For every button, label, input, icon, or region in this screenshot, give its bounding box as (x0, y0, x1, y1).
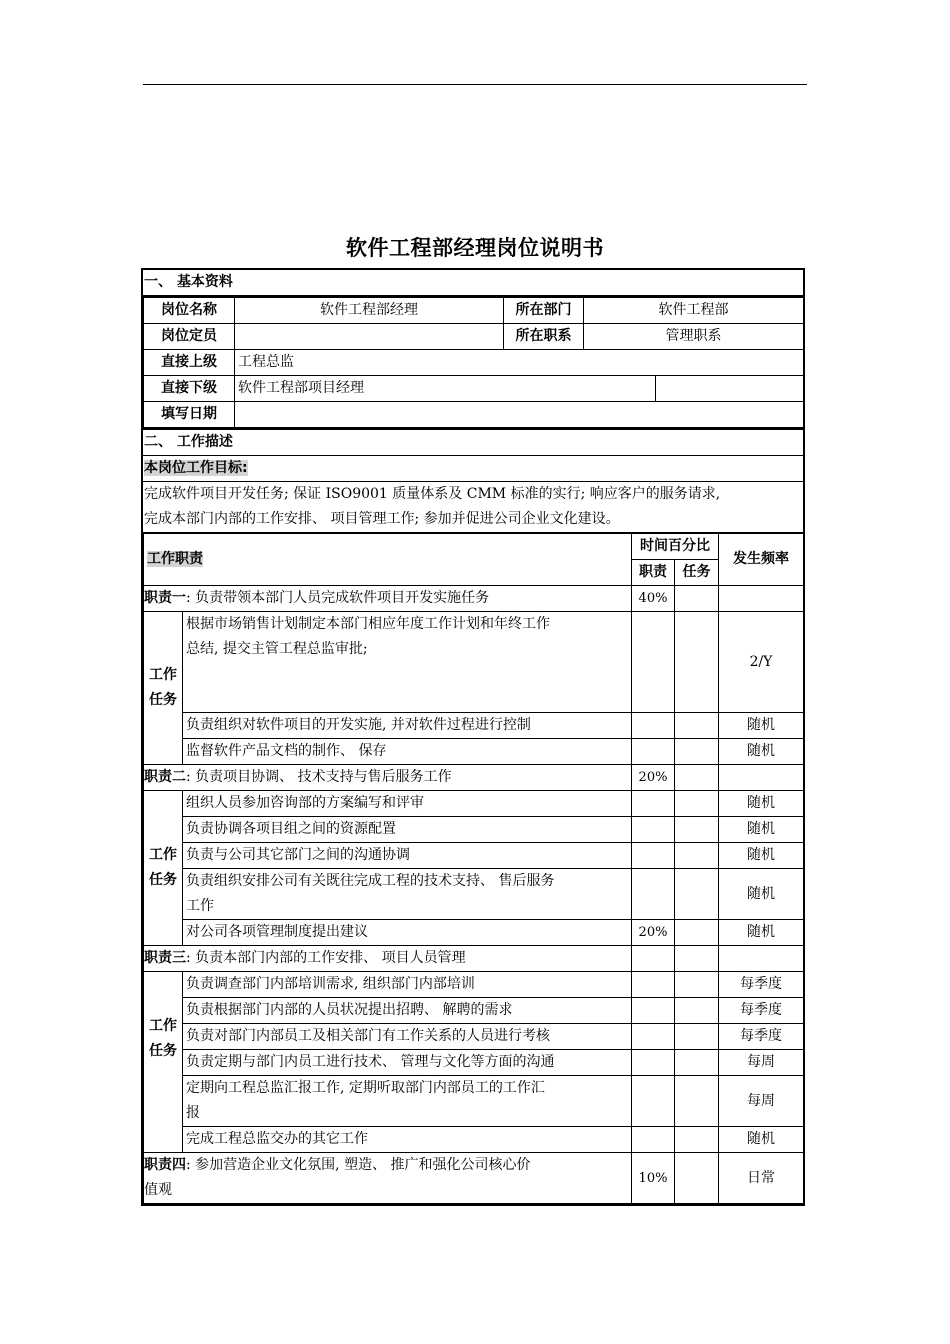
document-title: 软件工程部经理岗位说明书 (346, 236, 604, 260)
time-duty-header: 职责 (632, 560, 675, 586)
duty-1-row (144, 586, 804, 612)
task-duty-pct (632, 869, 675, 920)
value-position-name: 软件工程部经理 (235, 298, 504, 324)
duty-4-task-pct (675, 1153, 719, 1204)
task-pct (675, 612, 719, 713)
duty-2-freq (719, 765, 804, 791)
duty-3-task-label: 工作 任务 (144, 972, 183, 1153)
duty-3-task-2 (144, 998, 804, 1024)
time-percent-header: 时间百分比 (632, 534, 719, 560)
task-freq: 每季度 (719, 998, 804, 1024)
task-duty-pct (632, 1050, 675, 1076)
duty-1-task-pct (675, 586, 719, 612)
duty-1-task-3 (144, 739, 804, 765)
task-freq: 每季度 (719, 1024, 804, 1050)
value-headcount (235, 324, 504, 350)
duty-3-task-6 (144, 1127, 804, 1153)
duty-1-task-1 (144, 612, 804, 713)
duty-3-row (144, 946, 804, 972)
task-pct (675, 817, 719, 843)
task-pct (675, 1127, 719, 1153)
duty-3-freq (719, 946, 804, 972)
task-pct (675, 869, 719, 920)
job-description-form (141, 268, 805, 1206)
goal-label: 本岗位工作目标: (143, 456, 803, 482)
task-text: 定期向工程总监汇报工作, 定期听取部门内部员工的工作汇 报 (183, 1076, 632, 1127)
duty-4-freq: 日常 (719, 1153, 804, 1204)
label-headcount: 岗位定员 (144, 324, 235, 350)
task-duty-pct (632, 998, 675, 1024)
duty-2-task-5 (144, 920, 804, 946)
task-freq: 随机 (719, 739, 804, 765)
task-freq: 2/Y (719, 612, 804, 713)
task-freq: 随机 (719, 791, 804, 817)
duty-3-task-5 (144, 1076, 804, 1127)
task-freq: 随机 (719, 1127, 804, 1153)
duty-2-task-pct (675, 765, 719, 791)
task-pct (675, 1076, 719, 1127)
task-text: 监督软件产品文档的制作、 保存 (183, 739, 632, 765)
row-subordinate (144, 376, 804, 402)
frequency-header: 发生频率 (719, 534, 804, 586)
task-freq: 随机 (719, 869, 804, 920)
label-department: 所在部门 (504, 298, 584, 324)
task-pct (675, 713, 719, 739)
task-text: 负责调查部门内部培训需求, 组织部门内部培训 (183, 972, 632, 998)
duty-3-pct (632, 946, 675, 972)
task-freq: 每周 (719, 1050, 804, 1076)
value-department: 软件工程部 (584, 298, 804, 324)
task-freq: 随机 (719, 843, 804, 869)
label-job-family: 所在职系 (504, 324, 584, 350)
duty-2-row (144, 765, 804, 791)
row-headcount (144, 324, 804, 350)
task-text: 负责对部门内部员工及相关部门有工作关系的人员进行考核 (183, 1024, 632, 1050)
task-duty-pct (632, 843, 675, 869)
task-text: 组织人员参加咨询部的方案编写和评审 (183, 791, 632, 817)
task-freq: 随机 (719, 713, 804, 739)
duty-2-pct: 20% (632, 765, 675, 791)
duty-4-row (144, 1153, 804, 1204)
duties-header: 工作职责 (144, 534, 632, 586)
task-duty-pct (632, 1024, 675, 1050)
task-pct (675, 998, 719, 1024)
duty-2-title: 职责二: 负责项目协调、 技术支持与售后服务工作 (144, 765, 632, 791)
duty-2-task-label: 工作 任务 (144, 791, 183, 946)
duties-table (143, 533, 804, 1204)
row-supervisor (144, 350, 804, 376)
time-task-header: 任务 (675, 560, 719, 586)
duty-1-task-label: 工作 任务 (144, 612, 183, 765)
task-duty-pct (632, 1076, 675, 1127)
duty-3-task-4 (144, 1050, 804, 1076)
section2-heading: 二、 工作描述 (143, 428, 803, 456)
duty-1-task-2 (144, 713, 804, 739)
task-duty-pct (632, 1127, 675, 1153)
task-text: 负责与公司其它部门之间的沟通协调 (183, 843, 632, 869)
task-text: 负责协调各项目组之间的资源配置 (183, 817, 632, 843)
basic-info-table (143, 297, 804, 428)
duty-3-task-1 (144, 972, 804, 998)
task-text: 完成工程总监交办的其它工作 (183, 1127, 632, 1153)
duty-2-task-3 (144, 843, 804, 869)
duty-3-title: 职责三: 负责本部门内部的工作安排、 项目人员管理 (144, 946, 632, 972)
task-text: 负责定期与部门内员工进行技术、 管理与文化等方面的沟通 (183, 1050, 632, 1076)
task-duty-pct: 20% (632, 920, 675, 946)
task-duty-pct (632, 739, 675, 765)
duty-1-title: 职责一: 负责带领本部门人员完成软件项目开发实施任务 (144, 586, 632, 612)
goal-line-1: 完成软件项目开发任务; 保证 ISO9001 质量体系及 CMM 标准的实行; 响应客户的服务请求, (144, 486, 721, 502)
duty-2-task-2 (144, 817, 804, 843)
value-fill-date (235, 402, 804, 428)
duty-3-task-pct (675, 946, 719, 972)
task-duty-pct (632, 972, 675, 998)
task-pct (675, 843, 719, 869)
task-pct (675, 920, 719, 946)
value-subordinate-extra (656, 376, 804, 402)
task-text: 对公司各项管理制度提出建议 (183, 920, 632, 946)
task-freq: 每周 (719, 1076, 804, 1127)
task-pct (675, 972, 719, 998)
duty-1-pct: 40% (632, 586, 675, 612)
task-freq: 随机 (719, 920, 804, 946)
task-pct (675, 791, 719, 817)
section1-heading: 一、 基本资料 (143, 270, 803, 297)
duty-4-title: 职责四: 参加营造企业文化氛围, 塑造、 推广和强化公司核心价 值观 (144, 1153, 632, 1204)
duty-2-task-1 (144, 791, 804, 817)
goal-line-2: 完成本部门内部的工作安排、 项目管理工作; 参加并促进公司企业文化建设。 (144, 511, 620, 527)
task-text: 负责组织安排公司有关既往完成工程的技术支持、 售后服务 工作 (183, 869, 632, 920)
duties-header-row (144, 534, 804, 560)
task-duty-pct (632, 817, 675, 843)
label-subordinate: 直接下级 (144, 376, 235, 402)
task-freq: 每季度 (719, 972, 804, 998)
task-duty-pct (632, 612, 675, 713)
task-text: 根据市场销售计划制定本部门相应年度工作计划和年终工作 总结, 提交主管工程总监审批; (183, 612, 632, 713)
task-text: 负责根据部门内部的人员状况提出招聘、 解聘的需求 (183, 998, 632, 1024)
value-subordinate: 软件工程部项目经理 (235, 376, 656, 402)
task-pct (675, 1024, 719, 1050)
task-text: 负责组织对软件项目的开发实施, 并对软件过程进行控制 (183, 713, 632, 739)
value-supervisor: 工程总监 (235, 350, 804, 376)
duty-4-pct: 10% (632, 1153, 675, 1204)
duty-1-freq (719, 586, 804, 612)
task-duty-pct (632, 713, 675, 739)
task-pct (675, 1050, 719, 1076)
task-pct (675, 739, 719, 765)
value-job-family: 管理职系 (584, 324, 804, 350)
row-position-name (144, 298, 804, 324)
label-position-name: 岗位名称 (144, 298, 235, 324)
duty-3-task-3 (144, 1024, 804, 1050)
duty-2-task-4 (144, 869, 804, 920)
row-fill-date (144, 402, 804, 428)
goal-text (143, 482, 803, 533)
label-fill-date: 填写日期 (144, 402, 235, 428)
task-duty-pct (632, 791, 675, 817)
label-supervisor: 直接上级 (144, 350, 235, 376)
header-rule (143, 84, 807, 85)
task-freq: 随机 (719, 817, 804, 843)
